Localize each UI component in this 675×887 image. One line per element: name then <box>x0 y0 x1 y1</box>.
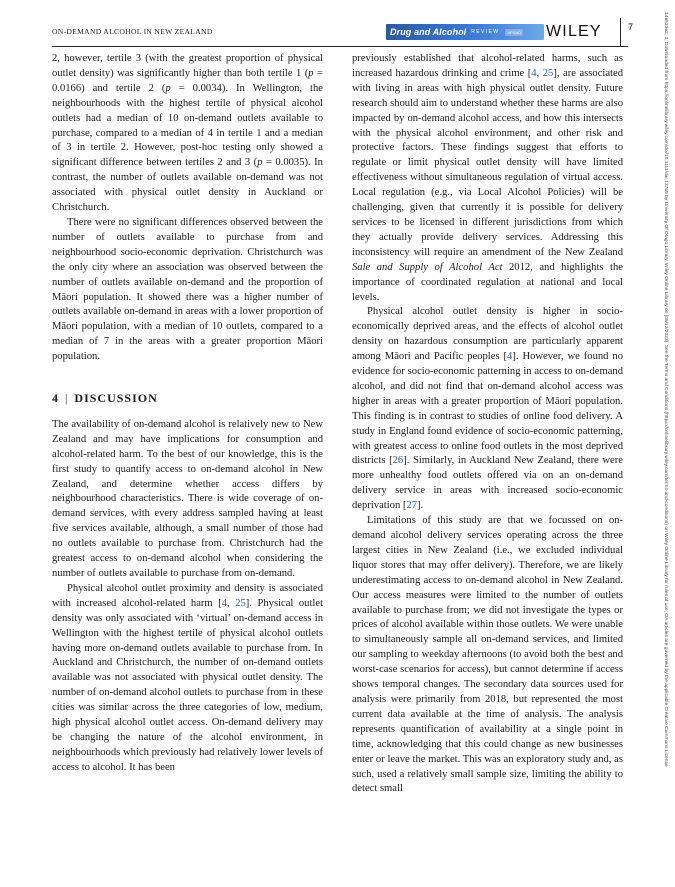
download-side-note: 14653362, 0, Downloaded from https://onlinelibrary.wiley.com/doi/10.1111/dar.13765 by University Of Otago Library, Wiley Online Library on [05/12/2023]. See the Terms and Conditions (https://onlinelibrary.wiley.com/terms-and-conditions) on Wiley Online Library for rules of use; OA articles are governed by the applicable Creative Commons License <box>663 12 668 767</box>
section-heading-discussion <box>52 391 323 406</box>
paragraph-results-deprivation: There were no significant differences observed between the number of outlets available to purchase from and neighbourhood socio-economic deprivation. Christchurch was the only city where an association was observed between the number of outlets available on-demand and the proportion of Māori population. It showed there was a higher number of outlets available on-demand in areas with a lower proportion of Māori population, with a median of 10 outlets, compared to a median of 7 in the areas with a greater proportion Māori population. <box>52 216 323 363</box>
publisher-logo: WILEY <box>546 23 602 40</box>
paragraph-discussion-density: Physical alcohol outlet proximity and density is associated with increased alcohol-related harm [4, 25]. Physical outlet density was only associated with ‘virtual’ on-demand access in Wellington with the highest tertile of physical alcohol outlets having more on-demand outlets available to purchase from. In Auckland and Christchurch, the number of on-demand outlets available was not associated with physical outlet density. The number of on-demand alcohol outlets to purchase from in these cities was similar across the three categories of low, medium, high physical alcohol outlet access. On-demand delivery may be changing the nature of the alcohol environment, in neighbourhoods which previously had relatively lower levels of access to alcohol. It has been <box>52 582 324 773</box>
page-header <box>52 16 634 47</box>
citation-link[interactable]: 25 <box>542 67 554 79</box>
citation-link[interactable]: 27 <box>406 500 418 512</box>
section-separator: | <box>65 391 69 406</box>
citation-link[interactable]: 4 <box>531 67 537 79</box>
journal-review-label: REVIEW <box>471 29 500 35</box>
journal-logo <box>386 24 544 40</box>
citation-link[interactable]: 4 <box>507 351 513 363</box>
section-title: DISCUSSION <box>74 391 158 406</box>
citation-link[interactable]: 4 <box>221 597 228 609</box>
right-column <box>352 52 623 797</box>
act-title: Sale and Supply of Alcohol Act <box>352 261 503 273</box>
journal-badge: APSAD <box>507 29 521 35</box>
paragraph-discussion-socioeconomic: Physical alcohol outlet density is higher in socio-economically deprived areas, and the effects of alcohol outlet density on hazardous consumption are particularly apparent among Māori and Pacific peoples [4]. However, we found no evidence for socio-economic patterning in access to on-demand alcohol, and did not find that on-demand alcohol access was higher in areas with a greater proportion of Māori population. This finding is in contrast to studies of online food delivery. A study in England found evidence of socio-economic patterning, with greatest access to online food outlets in the most deprived districts [26]. Similarly, in Auckland New Zealand, there were more unhealthy food outlets offered via on an on-demand delivery service in areas with increased socio-economic deprivation [27]. <box>352 306 624 512</box>
page-number: 7 <box>628 22 634 32</box>
paragraph-results-tertile: 2, however, tertile 3 (with the greatest proportion of physical outlet density) was significantly higher than both tertile 1 (p = 0.0166) and tertile 2 (p = 0.0034). In Wellington, the neighbourhoods with the highest tertile of physical alcohol outlets had a median of 10 on-demand outlets available to purchase, compared to a median of 4 in tertile 1 and a median of 3 in tertile 2. However, post-hoc testing only showed a significant difference between tertiles 2 and 3 (p = 0.0035). In contrast, the number of outlets available on-demand was not associated with physical outlet density in Auckland or Christchurch. <box>52 53 323 214</box>
citation-link[interactable]: 25 <box>235 597 246 609</box>
left-column <box>52 52 323 776</box>
header-divider <box>620 18 621 46</box>
paragraph-discussion-harms: previously established that alcohol-related harms, such as increased hazardous drinking and crime [4, 25], are associated with living in areas with high physical outlet density. Future research should aim to understand whether these harms are also impacted by on-demand alcohol access, and how this intersects with the physical alcohol environment, and other risk and protective factors. These findings suggest that efforts to regulate or limit physical outlet density will have limited effectiveness without simultaneous regulation of virtual access. Local regulation (e.g., via Local Alcohol Policies) will be challenging, given that currently it is possible for delivery services to be licensed in different jurisdictions from which they actually provide delivery services. Addressing this inconsistency will require an amendment of the New Zealand Sale and Supply of Alcohol Act 2012, and highlights the importance of coordinated regulation at national and local levels. <box>352 53 623 303</box>
paragraph-discussion-intro: The availability of on-demand alcohol is relatively new to New Zealand and may have implications for consumption and alcohol-related harm. To the best of our knowledge, this is the first study to quantify access to on-demand alcohol in New Zealand, and determine whether access differs by neighbourhood characteristics. There is wide coverage of on-demand services, with every address sampled having at least five services available, although, a small number of those had no outlets available to purchase from. Christchurch had the greatest access to on-demand alcohol when considering the number of outlets available to purchase from on-demand. <box>52 418 323 579</box>
running-title: ON-DEMAND ALCOHOL IN NEW ZEALAND <box>52 27 213 36</box>
citation-link[interactable]: 26 <box>392 455 404 467</box>
paragraph-limitations: Limitations of this study are that we focussed on on-demand alcohol delivery services operating across the three largest cities in New Zealand (i.e., we excluded individual liquor stores that may offer delivery). Therefore, we are likely underestimating access to on-demand alcohol in New Zealand. Our access measures were limited to the number of outlets available to purchase from; we did not investigate the types or prices of alcohol available within those outlets. We were unable to simultaneously sample all on-demand services, and limited our sampling to weekday afternoons (to avoid both the best and worst-case scenarios for access), but cannot determine if access shows temporal changes. The secondary data sources used for analysis were primarily from 2018, but represented the most current data available at the time of analysis. The analysis represents quantification of availability at a single point in time, acknowledging that this could change as new businesses enter or leave the market. This was an exploratory study and, as such, used a relatively small sample size, limiting the ability to detect small <box>352 515 623 795</box>
journal-name: Drug and Alcohol <box>390 27 467 37</box>
section-number: 4 <box>52 391 59 406</box>
